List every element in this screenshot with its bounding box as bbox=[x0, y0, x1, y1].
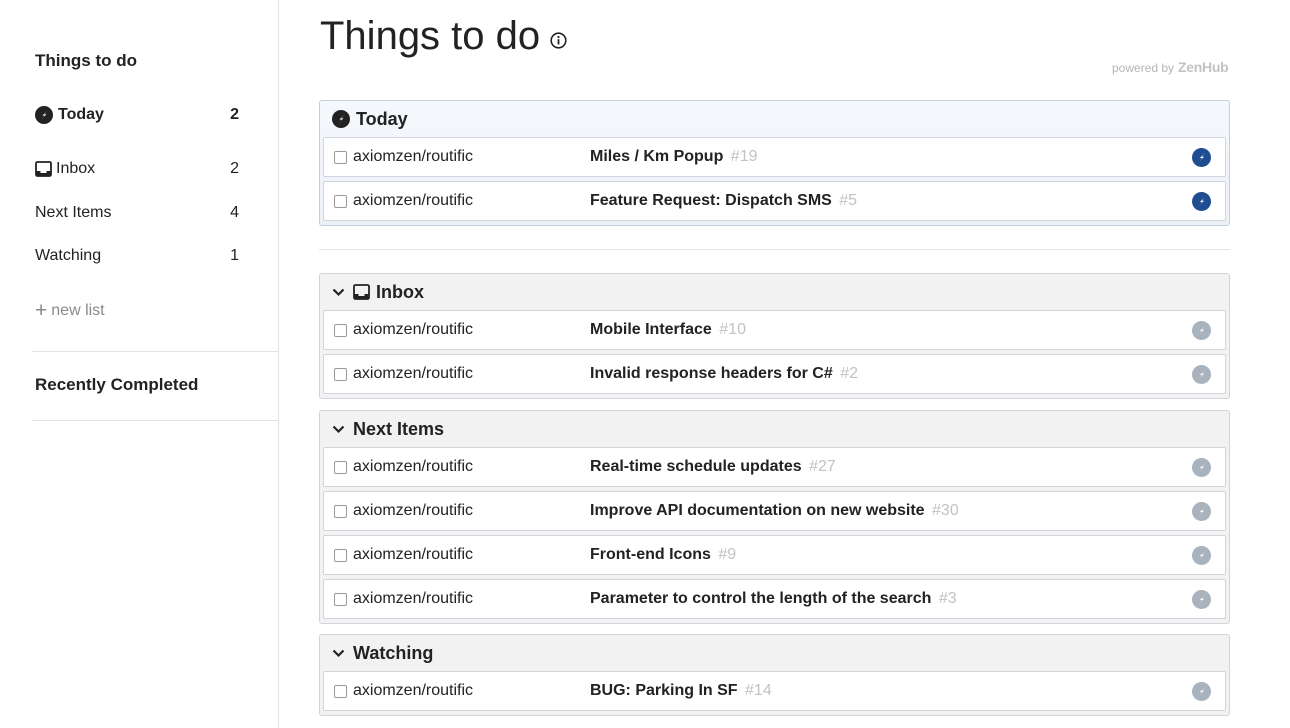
recently-completed-link[interactable]: Recently Completed bbox=[35, 375, 199, 394]
repo-name: axiomzen/routific bbox=[353, 546, 474, 563]
today-compass-icon[interactable] bbox=[1192, 590, 1211, 609]
repo-name: axiomzen/routific bbox=[353, 321, 474, 338]
list-title: Next Items bbox=[353, 418, 445, 439]
list-item bbox=[323, 137, 1226, 177]
issue-checkbox[interactable] bbox=[334, 368, 347, 381]
sidebar-divider bbox=[32, 351, 279, 352]
plus-icon: + bbox=[35, 299, 48, 322]
repo-name: axiomzen/routific bbox=[353, 192, 474, 209]
sidebar-item-label: Watching bbox=[35, 247, 102, 264]
list-item bbox=[323, 447, 1226, 487]
repo-name: axiomzen/routific bbox=[353, 458, 474, 475]
issue-number: #5 bbox=[839, 192, 858, 209]
list-item bbox=[323, 579, 1226, 619]
today-compass-icon[interactable] bbox=[1192, 682, 1211, 701]
issue-title-text: BUG: Parking In SF bbox=[590, 682, 738, 699]
sidebar bbox=[0, 0, 279, 728]
list-today bbox=[319, 100, 1230, 226]
compass-icon bbox=[332, 110, 350, 128]
info-icon[interactable] bbox=[550, 32, 567, 49]
sidebar-item-today[interactable] bbox=[35, 104, 239, 126]
issue-checkbox[interactable] bbox=[334, 324, 347, 337]
chevron-down-icon[interactable] bbox=[332, 425, 346, 434]
powered-by[interactable] bbox=[1112, 59, 1228, 75]
sidebar-item-count: 2 bbox=[230, 160, 239, 177]
list-inbox bbox=[319, 273, 1230, 399]
sidebar-item-count: 4 bbox=[230, 204, 239, 221]
issue-title-text: Mobile Interface bbox=[590, 321, 712, 338]
issue-number: #14 bbox=[745, 682, 772, 699]
today-compass-icon[interactable] bbox=[1192, 502, 1211, 521]
issue-title-text: Real-time schedule updates bbox=[590, 458, 802, 475]
zenhub-logo: ZenHub bbox=[1178, 59, 1229, 75]
inbox-icon bbox=[35, 160, 52, 178]
issue-title-text: Improve API documentation on new website bbox=[590, 502, 925, 519]
section-divider bbox=[319, 249, 1230, 250]
sidebar-divider bbox=[32, 420, 279, 421]
list-item bbox=[323, 310, 1226, 350]
issue-checkbox[interactable] bbox=[334, 685, 347, 698]
sidebar-item-label: Today bbox=[58, 106, 104, 123]
repo-name: axiomzen/routific bbox=[353, 502, 474, 519]
issue-title[interactable] bbox=[590, 458, 836, 476]
sidebar-item-inbox[interactable] bbox=[35, 158, 239, 180]
issue-title-text: Parameter to control the length of the search bbox=[590, 590, 932, 607]
sidebar-item-label: Next Items bbox=[35, 204, 112, 221]
today-compass-icon[interactable] bbox=[1192, 546, 1211, 565]
repo-name: axiomzen/routific bbox=[353, 682, 474, 699]
today-compass-icon[interactable] bbox=[1192, 458, 1211, 477]
repo-name: axiomzen/routific bbox=[353, 365, 474, 382]
issue-title[interactable] bbox=[590, 502, 959, 520]
issue-checkbox[interactable] bbox=[334, 461, 347, 474]
today-compass-icon[interactable] bbox=[1192, 321, 1211, 340]
issue-number: #30 bbox=[932, 502, 959, 519]
list-item bbox=[323, 535, 1226, 575]
issue-number: #3 bbox=[938, 590, 957, 607]
chevron-down-icon[interactable] bbox=[332, 649, 346, 658]
issue-title-text: Invalid response headers for C# bbox=[590, 365, 833, 382]
today-compass-icon[interactable] bbox=[1192, 365, 1211, 384]
sidebar-item-next-items[interactable] bbox=[35, 202, 239, 224]
list-header bbox=[320, 274, 1229, 310]
sidebar-item-label: Inbox bbox=[56, 160, 96, 177]
today-compass-icon[interactable] bbox=[1192, 148, 1211, 167]
list-header bbox=[320, 635, 1229, 671]
list-header bbox=[320, 101, 1229, 137]
list-title: Today bbox=[356, 108, 408, 129]
page-title-text: Things to do bbox=[320, 14, 541, 58]
issue-title[interactable] bbox=[590, 682, 772, 700]
issue-title[interactable] bbox=[590, 148, 758, 166]
sidebar-item-count: 1 bbox=[230, 247, 239, 264]
list-title: Inbox bbox=[376, 281, 424, 302]
issue-number: #2 bbox=[840, 365, 858, 382]
list-next-items bbox=[319, 410, 1230, 624]
issue-checkbox[interactable] bbox=[334, 151, 347, 164]
issue-checkbox[interactable] bbox=[334, 593, 347, 606]
issue-checkbox[interactable] bbox=[334, 549, 347, 562]
list-item bbox=[323, 354, 1226, 394]
page-title bbox=[320, 14, 567, 59]
chevron-down-icon[interactable] bbox=[332, 288, 346, 297]
new-list-button[interactable] bbox=[35, 300, 105, 321]
today-compass-icon[interactable] bbox=[1192, 192, 1211, 211]
issue-title[interactable] bbox=[590, 321, 746, 339]
issue-title-text: Miles / Km Popup bbox=[590, 148, 724, 165]
list-watching bbox=[319, 634, 1230, 716]
issue-title[interactable] bbox=[590, 192, 857, 210]
issue-checkbox[interactable] bbox=[334, 195, 347, 208]
sidebar-item-watching[interactable] bbox=[35, 245, 239, 267]
sidebar-item-count: 2 bbox=[230, 106, 239, 123]
repo-name: axiomzen/routific bbox=[353, 148, 474, 165]
list-title: Watching bbox=[353, 642, 434, 663]
issue-number: #10 bbox=[719, 321, 746, 338]
issue-number: #19 bbox=[730, 148, 758, 165]
list-header bbox=[320, 411, 1229, 447]
sidebar-title: Things to do bbox=[35, 51, 137, 70]
issue-title[interactable] bbox=[590, 546, 736, 564]
repo-name: axiomzen/routific bbox=[353, 590, 474, 607]
issue-title-text: Front-end Icons bbox=[590, 546, 711, 563]
list-item bbox=[323, 181, 1226, 221]
issue-title-text: Feature Request: Dispatch SMS bbox=[590, 192, 832, 209]
issue-checkbox[interactable] bbox=[334, 505, 347, 518]
issue-title[interactable] bbox=[590, 365, 858, 383]
issue-number: #27 bbox=[809, 458, 836, 475]
issue-title[interactable] bbox=[590, 590, 957, 608]
list-item bbox=[323, 491, 1226, 531]
new-list-label: new list bbox=[51, 301, 105, 319]
issue-number: #9 bbox=[718, 546, 737, 563]
list-item bbox=[323, 671, 1226, 711]
compass-icon bbox=[35, 106, 53, 124]
powered-by-text: powered by bbox=[1112, 61, 1175, 75]
inbox-icon bbox=[353, 283, 370, 301]
